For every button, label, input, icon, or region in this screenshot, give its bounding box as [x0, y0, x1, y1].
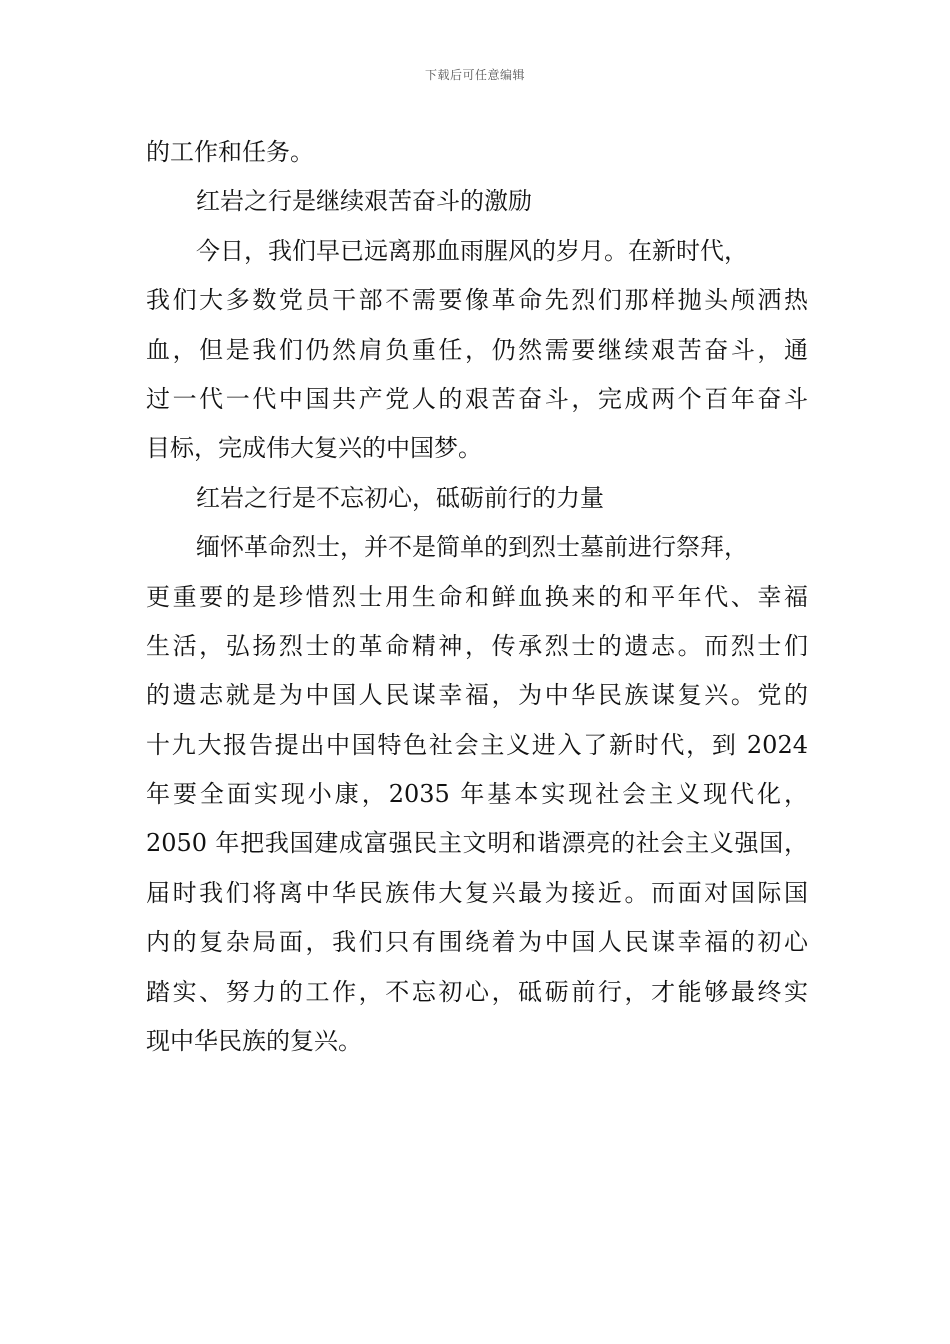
text-line: 的遗志就是为中国人民谋幸福，为中华民族谋复兴。党的 [146, 681, 808, 710]
text-line: 今日，我们早已远离那血雨腥风的岁月。在新时代， [196, 236, 748, 265]
document-body [146, 128, 808, 1066]
text-line: 目标，完成伟大复兴的中国梦。 [146, 434, 482, 463]
text-line: 更重要的是珍惜烈士用生命和鲜血换来的和平年代、幸福 [146, 582, 808, 611]
section-heading: 红岩之行是不忘初心，砥砺前行的力量 [196, 483, 604, 512]
text-line: 年要全面实现小康，2035 年基本实现社会主义现代化， [146, 780, 808, 809]
text-line: 十九大报告提出中国特色社会主义进入了新时代，到 2024 [146, 730, 808, 759]
text-line: 的工作和任务。 [146, 138, 314, 166]
text-line: 现中华民族的复兴。 [146, 1027, 362, 1056]
text-line: 血，但是我们仍然肩负重任，仍然需要继续艰苦奋斗，通 [146, 335, 808, 364]
text-line: 2050 年把我国建成富强民主文明和谐漂亮的社会主义强国， [146, 829, 808, 858]
text-line: 生活，弘扬烈士的革命精神，传承烈士的遗志。而烈士们 [146, 631, 808, 660]
section-heading: 红岩之行是继续艰苦奋斗的激励 [196, 187, 532, 216]
header-note: 下载后可任意编辑 [424, 68, 525, 82]
text-line: 踏实、努力的工作，不忘初心，砥砺前行，才能够最终实 [146, 977, 808, 1006]
text-line: 内的复杂局面，我们只有围绕着为中国人民谋幸福的初心 [146, 928, 808, 957]
text-line: 届时我们将离中华民族伟大复兴最为接近。而面对国际国 [146, 878, 808, 907]
text-line: 我们大多数党员干部不需要像革命先烈们那样抛头颅洒热 [146, 286, 808, 315]
text-line: 过一代一代中国共产党人的艰苦奋斗，完成两个百年奋斗 [146, 384, 808, 413]
text-line: 缅怀革命烈士，并不是简单的到烈士墓前进行祭拜， [196, 533, 748, 562]
